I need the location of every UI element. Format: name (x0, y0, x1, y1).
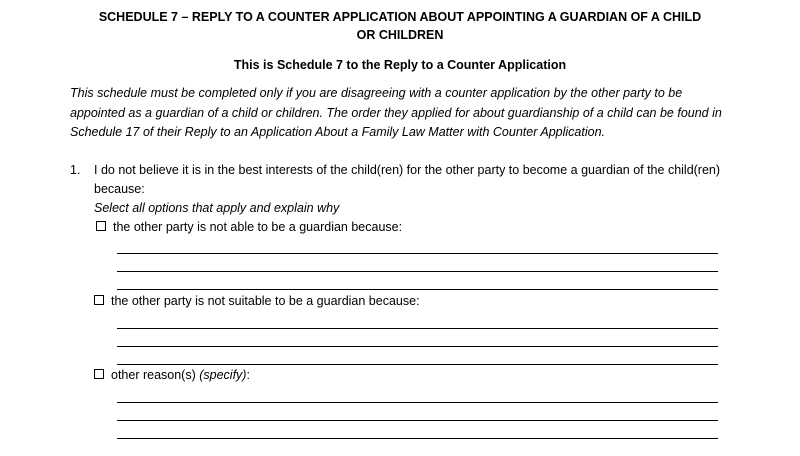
not-able-label: the other party is not able to be a guardian because: (113, 220, 403, 234)
other-reasons-checkbox[interactable] (94, 369, 104, 379)
question-text: I do not believe it is in the best interests of the child(ren) for the other party to become a guardian of the child(ren) because: (94, 163, 721, 196)
option-not-suitable (94, 292, 420, 310)
other-reasons-answer-line-3[interactable] (117, 438, 718, 439)
not-able-checkbox[interactable] (96, 221, 106, 231)
other-reasons-label: other reason(s) (111, 368, 200, 382)
not-suitable-answer-line-1[interactable] (117, 328, 718, 329)
other-reasons-colon: : (246, 368, 250, 382)
not-suitable-answer-line-2[interactable] (117, 346, 718, 347)
other-reasons-answer-line-2[interactable] (117, 420, 718, 421)
not-able-answer-line-3[interactable] (117, 289, 718, 290)
question-number: 1. (70, 163, 81, 177)
not-suitable-label: the other party is not suitable to be a guardian because: (111, 294, 420, 308)
not-suitable-checkbox[interactable] (94, 295, 104, 305)
document-subtitle: This is Schedule 7 to the Reply to a Counter Application (233, 58, 567, 72)
not-able-answer-line-1[interactable] (117, 253, 718, 254)
option-not-able (96, 218, 402, 236)
document-title: SCHEDULE 7 – REPLY TO A COUNTER APPLICATION ABOUT APPOINTING A GUARDIAN OF A CHILD OR CHILDREN (98, 10, 702, 42)
other-reasons-answer-line-1[interactable] (117, 402, 718, 403)
not-suitable-answer-line-3[interactable] (117, 364, 718, 365)
option-other-reasons (94, 366, 250, 384)
other-reasons-specify: (specify) (199, 368, 247, 382)
intro-instructions: This schedule must be completed only if you are disagreeing with a counter application by the other party to be appointed as a guardian of a child or children. The order they applied for about guardianship of a child can be found in Schedule 17 of their Reply to an Application About a Family Law Matter with Counter Application. (70, 86, 722, 139)
question-instruction: Select all options that apply and explain why (94, 201, 340, 215)
not-able-answer-line-2[interactable] (117, 271, 718, 272)
